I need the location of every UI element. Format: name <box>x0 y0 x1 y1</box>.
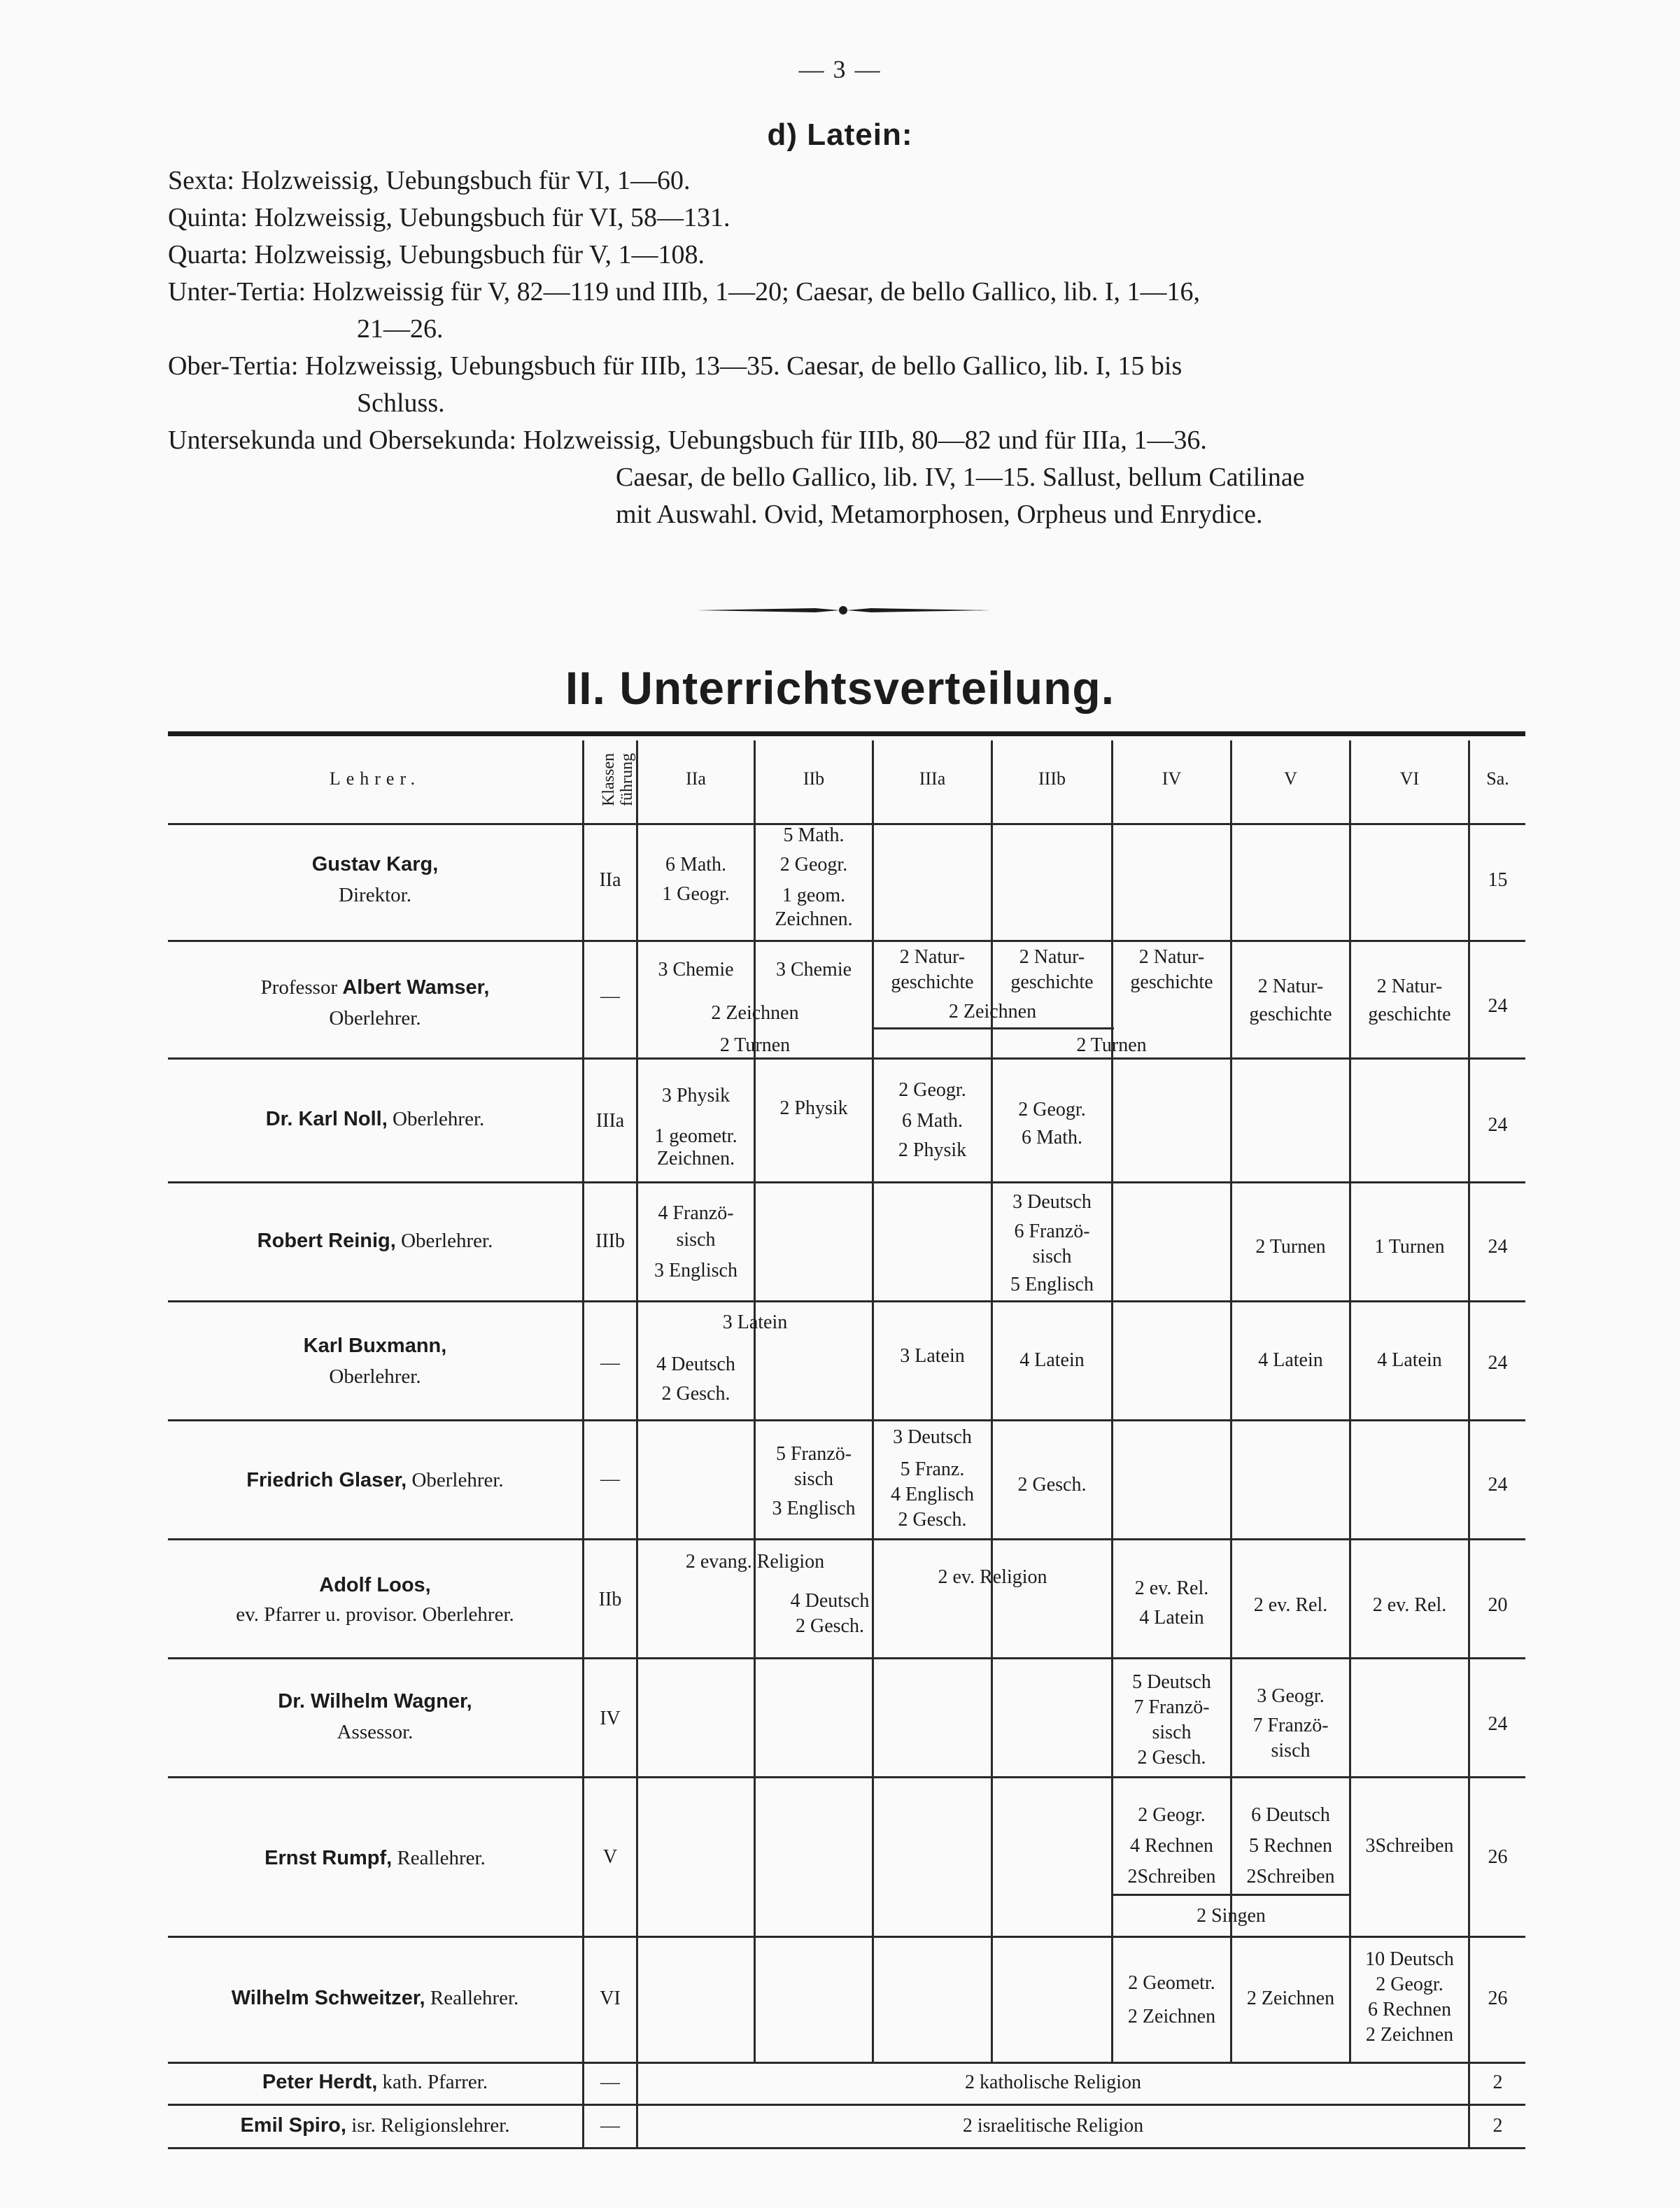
teacher-title-karg: Direktor. <box>339 884 411 906</box>
divider-ornament <box>696 605 990 616</box>
cell-karg-IIb-1: 5 Math. <box>783 824 845 846</box>
inner-rule <box>873 1027 1114 1029</box>
cell-karg-IIb-2: 2 Geogr. <box>779 854 848 876</box>
teacher-rumpf: Ernst Rumpf, Reallehrer. <box>264 1847 486 1869</box>
table-top-rule <box>168 731 1525 736</box>
cell-wamser-IIIa-1: 2 Natur- <box>899 946 966 968</box>
cell-buxmann-IIIb: 4 Latein <box>1019 1349 1085 1371</box>
row-sep <box>168 1419 1525 1421</box>
cell-buxmann-VI: 4 Latein <box>1377 1349 1442 1371</box>
total-wagner: 24 <box>1488 1713 1508 1735</box>
col-rule <box>582 740 584 2147</box>
cell-wamser-V-2: geschichte <box>1249 1004 1332 1025</box>
latin-line-sekunda: Untersekunda und Obersekunda: Holzweissig, Uebungsbuch für IIIb, 80—82 und für IIIa, 1—36. <box>168 426 1207 455</box>
latin-line-quarta: Quarta: Holzweissig, Uebungsbuch für V, 1—108. <box>168 240 705 269</box>
total-spiro: 2 <box>1492 2115 1503 2137</box>
cell-loos-IIb-1: 4 Deutsch <box>790 1590 870 1612</box>
col-rule <box>872 740 874 2062</box>
header-class-lead-2: führung <box>618 753 636 806</box>
row-sep <box>168 1300 1525 1302</box>
latin-line-sekunda-cont2: mit Auswahl. Ovid, Metamorphosen, Orpheus und Enrydice. <box>616 500 1263 529</box>
cell-loos-IV-1: 2 ev. Rel. <box>1134 1577 1209 1599</box>
class-lead-buxmann: — <box>600 1352 620 1374</box>
cell-rumpf-VI: 3Schreiben <box>1365 1835 1454 1857</box>
class-lead-spiro: — <box>600 2115 620 2137</box>
header-IV: IV <box>1162 768 1182 789</box>
cell-wamser-turnen-upper: 2 Turnen <box>719 1034 791 1056</box>
cell-reinig-IIa-3: 3 Englisch <box>654 1260 737 1281</box>
cell-buxmann-IIIa: 3 Latein <box>900 1345 965 1367</box>
teacher-name-wagner: Dr. Wilhelm Wagner, <box>278 1690 472 1713</box>
class-lead-rumpf: V <box>602 1846 618 1868</box>
cell-wagner-IV-4: 2 Gesch. <box>1137 1747 1206 1768</box>
cell-noll-IIIa-3: 2 Physik <box>898 1139 967 1161</box>
cell-loos-IIIa-IIIb-rel: 2 ev. Religion <box>938 1566 1047 1588</box>
table-title: II. Unterrichtsverteilung. <box>565 662 1115 714</box>
cell-glaser-IIIa-2: 5 Franz. <box>900 1458 965 1480</box>
cell-wagner-IV-3: sisch <box>1152 1722 1192 1743</box>
total-glaser: 24 <box>1488 1474 1508 1496</box>
cell-buxmann-IIa-2: 2 Gesch. <box>661 1383 730 1405</box>
cell-schweitzer-IV-1: 2 Geometr. <box>1128 1972 1215 1994</box>
cell-glaser-IIb-1: 5 Franzö- <box>775 1443 852 1465</box>
total-buxmann: 24 <box>1488 1352 1508 1374</box>
header-teacher: Lehrer. <box>329 768 421 789</box>
cell-spiro-religion: 2 israelitische Religion <box>962 2115 1144 2137</box>
cell-wamser-V-1: 2 Natur- <box>1257 976 1324 997</box>
cell-reinig-V: 2 Turnen <box>1255 1236 1326 1258</box>
cell-schweitzer-IV-2: 2 Zeichnen <box>1127 2006 1216 2027</box>
col-rule <box>991 740 993 2062</box>
teacher-name-wamser: Professor Albert Wamser, <box>260 976 490 999</box>
total-rumpf: 26 <box>1488 1846 1508 1868</box>
cell-reinig-VI: 1 Turnen <box>1374 1236 1445 1258</box>
cell-karg-IIa-1: 6 Math. <box>665 854 727 876</box>
cell-noll-IIIb-1: 2 Geogr. <box>1018 1099 1086 1120</box>
cell-karg-IIb-3: 1 geom. <box>782 885 846 906</box>
latin-heading: d) Latein: <box>767 118 913 152</box>
teacher-glaser: Friedrich Glaser, Oberlehrer. <box>246 1469 504 1491</box>
header-IIa: IIa <box>686 768 706 789</box>
cell-wagner-V-1: 3 Geogr. <box>1257 1685 1325 1707</box>
cell-rumpf-V-3: 2Schreiben <box>1246 1866 1335 1887</box>
row-sep <box>168 2104 1525 2106</box>
cell-wagner-V-3: sisch <box>1271 1740 1311 1762</box>
cell-rumpf-IV-3: 2Schreiben <box>1127 1866 1216 1887</box>
latin-line-obertertia-cont: Schluss. <box>357 388 445 418</box>
class-lead-herdt: — <box>600 2072 620 2093</box>
cell-wamser-IIIa-2: geschichte <box>891 971 974 993</box>
cell-noll-IIa-2: 1 geometr. <box>654 1125 737 1147</box>
cell-reinig-IV-4: 5 Englisch <box>1010 1274 1094 1295</box>
cell-glaser-IIIa-4: 2 Gesch. <box>898 1509 967 1531</box>
cell-loos-IIa-IIb-rel: 2 evang. Religion <box>685 1551 825 1573</box>
teacher-name-buxmann: Karl Buxmann, <box>303 1335 447 1357</box>
teacher-title-loos: ev. Pfarrer u. provisor. Oberlehrer. <box>236 1603 514 1626</box>
cell-herdt-religion: 2 katholische Religion <box>965 2072 1141 2093</box>
cell-wamser-IIa-IIb-zeichnen: 2 Zeichnen <box>711 1002 799 1024</box>
cell-schweitzer-VI-1: 10 Deutsch <box>1365 1948 1454 1970</box>
cell-noll-IIb: 2 Physik <box>779 1097 848 1119</box>
latin-line-obertertia: Ober-Tertia: Holzweissig, Uebungsbuch für IIIb, 13—35. Caesar, de bello Gallico, lib. I, 15 bis <box>168 351 1183 381</box>
cell-rumpf-IV-2: 4 Rechnen <box>1130 1835 1213 1857</box>
row-sep <box>168 1657 1525 1659</box>
class-lead-reinig: IIIb <box>595 1230 625 1252</box>
class-lead-schweitzer: VI <box>600 1988 621 2009</box>
cell-noll-IIIa-2: 6 Math. <box>901 1110 963 1132</box>
cell-buxmann-IIa-1: 4 Deutsch <box>656 1353 735 1375</box>
cell-rumpf-IV-1: 2 Geogr. <box>1138 1804 1206 1826</box>
cell-wamser-VI-2: geschichte <box>1368 1004 1451 1025</box>
cell-glaser-IIb-2: sisch <box>794 1468 833 1490</box>
class-lead-karg: IIa <box>599 869 621 891</box>
class-lead-wamser: — <box>600 985 620 1007</box>
cell-loos-IV-2: 4 Latein <box>1139 1607 1204 1629</box>
class-lead-glaser: — <box>600 1468 620 1490</box>
cell-schweitzer-VI-3: 6 Rechnen <box>1368 1999 1451 2020</box>
page-number: — 3 — <box>798 55 882 83</box>
header-V: V <box>1284 768 1297 789</box>
col-rule <box>636 740 638 2147</box>
cell-wamser-IIIa-IIIb-zeichnen: 2 Zeichnen <box>948 1001 1037 1022</box>
header-IIIa: IIIa <box>919 768 946 789</box>
cell-loos-VI: 2 ev. Rel. <box>1372 1594 1447 1616</box>
cell-wamser-IIb: 3 Chemie <box>775 959 852 980</box>
class-lead-loos: IIb <box>598 1589 622 1610</box>
latin-line-quinta: Quinta: Holzweissig, Uebungsbuch für VI, 58—131. <box>168 203 730 232</box>
total-herdt: 2 <box>1492 2072 1503 2093</box>
cell-glaser-IIIa-1: 3 Deutsch <box>893 1426 972 1448</box>
cell-wamser-IIIb-1: 2 Natur- <box>1019 946 1085 968</box>
cell-wagner-V-2: 7 Franzö- <box>1252 1715 1329 1736</box>
cell-wamser-turnen-lower: 2 Turnen <box>1076 1034 1147 1056</box>
cell-karg-IIa-2: 1 Geogr. <box>662 883 730 905</box>
cell-reinig-IV-2: 6 Franzö- <box>1014 1221 1090 1242</box>
row-sep <box>168 940 1525 942</box>
row-sep <box>168 1776 1525 1778</box>
cell-reinig-IV-3: sisch <box>1032 1246 1072 1267</box>
col-rule <box>1111 740 1113 2062</box>
cell-loos-IIb-2: 2 Gesch. <box>796 1615 864 1637</box>
teacher-noll: Dr. Karl Noll, Oberlehrer. <box>265 1108 485 1130</box>
header-total: Sa. <box>1486 768 1509 789</box>
class-lead-noll: IIIa <box>595 1110 625 1132</box>
teacher-spiro: Emil Spiro, isr. Religionslehrer. <box>240 2114 510 2137</box>
class-lead-wagner: IV <box>600 1708 621 1729</box>
total-wamser: 24 <box>1488 995 1508 1017</box>
header-IIb: IIb <box>803 768 825 789</box>
cell-wamser-IV-2: geschichte <box>1130 971 1213 993</box>
teacher-reinig: Robert Reinig, Oberlehrer. <box>257 1230 493 1252</box>
cell-reinig-IV-1: 3 Deutsch <box>1012 1191 1092 1213</box>
cell-rumpf-V-2: 5 Rechnen <box>1249 1835 1332 1857</box>
cell-noll-IIa-3: Zeichnen. <box>656 1148 735 1169</box>
total-noll: 24 <box>1488 1114 1508 1136</box>
total-loos: 20 <box>1488 1594 1508 1616</box>
teacher-name-karg: Gustav Karg, <box>311 853 439 876</box>
cell-wagner-IV-2: 7 Franzö- <box>1134 1696 1210 1718</box>
header-class-lead-1: Klassen <box>600 753 618 806</box>
latin-line-untertertia-cont: 21—26. <box>357 314 444 344</box>
cell-glaser-IIIa-3: 4 Englisch <box>891 1484 974 1505</box>
cell-wamser-VI-1: 2 Natur- <box>1376 976 1443 997</box>
cell-buxmann-V: 4 Latein <box>1258 1349 1323 1371</box>
cell-wamser-IV-1: 2 Natur- <box>1138 946 1205 968</box>
header-VI: VI <box>1399 768 1420 789</box>
cell-karg-IIb-4: Zeichnen. <box>775 908 853 930</box>
teacher-herdt: Peter Herdt, kath. Pfarrer. <box>262 2071 488 2093</box>
cell-wagner-IV-1: 5 Deutsch <box>1132 1671 1211 1693</box>
teacher-title-buxmann: Oberlehrer. <box>329 1365 421 1388</box>
cell-rumpf-V-1: 6 Deutsch <box>1251 1804 1330 1826</box>
col-rule <box>1349 740 1351 2062</box>
cell-noll-IIa-1: 3 Physik <box>661 1085 730 1106</box>
teacher-title-wamser: Oberlehrer. <box>329 1007 421 1029</box>
cell-reinig-IIa-1: 4 Franzö- <box>658 1202 734 1224</box>
row-sep <box>168 1181 1525 1183</box>
teacher-name-loos: Adolf Loos, <box>319 1574 431 1596</box>
cell-wamser-IIa: 3 Chemie <box>658 959 734 980</box>
latin-reading-list <box>168 162 1525 533</box>
cell-glaser-IIb-3: 3 Englisch <box>772 1498 856 1519</box>
cell-schweitzer-VI-4: 2 Zeichnen <box>1365 2024 1454 2046</box>
teacher-title-wagner: Assessor. <box>337 1721 414 1743</box>
total-schweitzer: 26 <box>1488 1988 1508 2009</box>
latin-line-sekunda-cont1: Caesar, de bello Gallico, lib. IV, 1—15. Sallust, bellum Catilinae <box>616 463 1305 492</box>
cell-schweitzer-V: 2 Zeichnen <box>1246 1988 1335 2009</box>
row-sep <box>168 1936 1525 1938</box>
cell-buxmann-IIa-IIb: 3 Latein <box>722 1312 788 1333</box>
header-IIIb: IIIb <box>1038 768 1066 789</box>
cell-reinig-IIa-2: sisch <box>676 1229 716 1251</box>
row-sep <box>168 2062 1525 2064</box>
table-bottom-rule <box>168 2147 1525 2149</box>
row-sep <box>168 1538 1525 1540</box>
col-rule <box>1230 740 1232 2062</box>
teacher-schweitzer: Wilhelm Schweitzer, Reallehrer. <box>231 1987 519 2009</box>
latin-line-untertertia: Unter-Tertia: Holzweissig für V, 82—119 und IIIb, 1—20; Caesar, de bello Gallico, lib. I, 1—16, <box>168 277 1201 307</box>
col-rule <box>754 740 756 2062</box>
cell-noll-IIIb-2: 6 Math. <box>1021 1127 1083 1148</box>
total-reinig: 24 <box>1488 1236 1508 1258</box>
cell-glaser-IIIb: 2 Gesch. <box>1017 1474 1087 1496</box>
cell-noll-IIIa-1: 2 Geogr. <box>898 1079 966 1101</box>
latin-line-sexta: Sexta: Holzweissig, Uebungsbuch für VI, 1—60. <box>168 166 691 195</box>
cell-rumpf-singen: 2 Singen <box>1197 1905 1266 1927</box>
cell-wamser-IIIb-2: geschichte <box>1010 971 1094 993</box>
cell-loos-V: 2 ev. Rel. <box>1253 1594 1328 1616</box>
cell-schweitzer-VI-2: 2 Geogr. <box>1376 1974 1443 1995</box>
col-rule <box>1468 740 1470 2147</box>
total-karg: 15 <box>1488 869 1508 891</box>
